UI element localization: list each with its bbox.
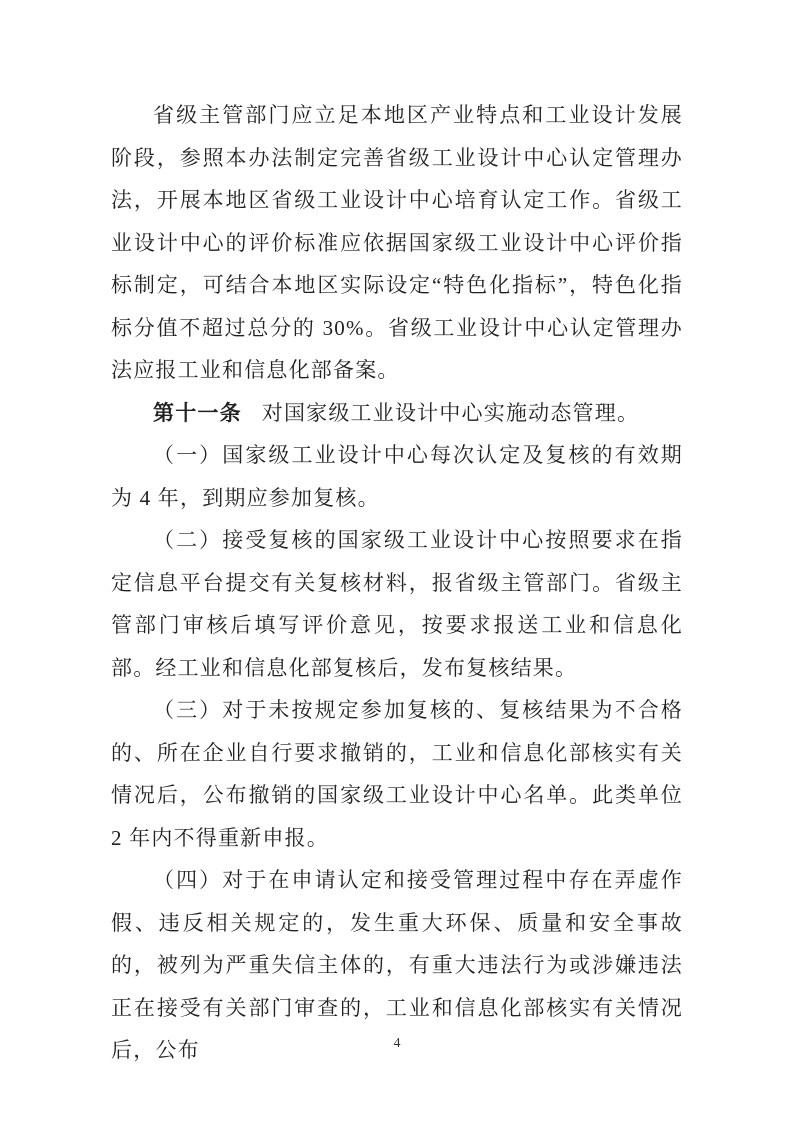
paragraph-clause-3: （三）对于未按规定参加复核的、复核结果为不合格的、所在企业自行要求撤销的，工业和信息化部核实有关情况后，公布撤销的国家级工业设计中心名单。此类单位 2 年内不得重新申报。 bbox=[111, 698, 683, 850]
document-body bbox=[111, 94, 683, 1072]
page-footer bbox=[0, 1034, 794, 1052]
article-11-number: 第十一条 bbox=[153, 400, 242, 425]
article-11-text: 对国家级工业设计中心实施动态管理。 bbox=[261, 400, 640, 425]
paragraph-article-11 bbox=[111, 392, 683, 435]
paragraph-clause-1: （一）国家级工业设计中心每次认定及复核的有效期为 4 年，到期应参加复核。 bbox=[111, 443, 683, 510]
page-number: 4 bbox=[393, 1036, 401, 1051]
paragraph-provincial-policy: 省级主管部门应立足本地区产业特点和工业设计发展阶段，参照本办法制定完善省级工业设计中心认定管理办法，开展本地区省级工业设计中心培育认定工作。省级工业设计中心的评价标准应依据国家级工业设计中心评价指标制定，可结合本地区实际设定“特色化指标”，特色化指标分值不超过总分的 30%。省级工业设计中心认定管理办法应报工业和信息化部备案。 bbox=[111, 103, 683, 382]
paragraph-clause-4: （四）对于在申请认定和接受管理过程中存在弄虚作假、违反相关规定的，发生重大环保、质量和安全事故的，被列为严重失信主体的，有重大违法行为或涉嫌违法正在接受有关部门审查的，工业和信息化部核实有关情况后，公布 bbox=[111, 868, 683, 1062]
paragraph-clause-2: （二）接受复核的国家级工业设计中心按照要求在指定信息平台提交有关复核材料，报省级主管部门。省级主管部门审核后填写评价意见，按要求报送工业和信息化部。经工业和信息化部复核后，发布复核结果。 bbox=[111, 528, 683, 680]
